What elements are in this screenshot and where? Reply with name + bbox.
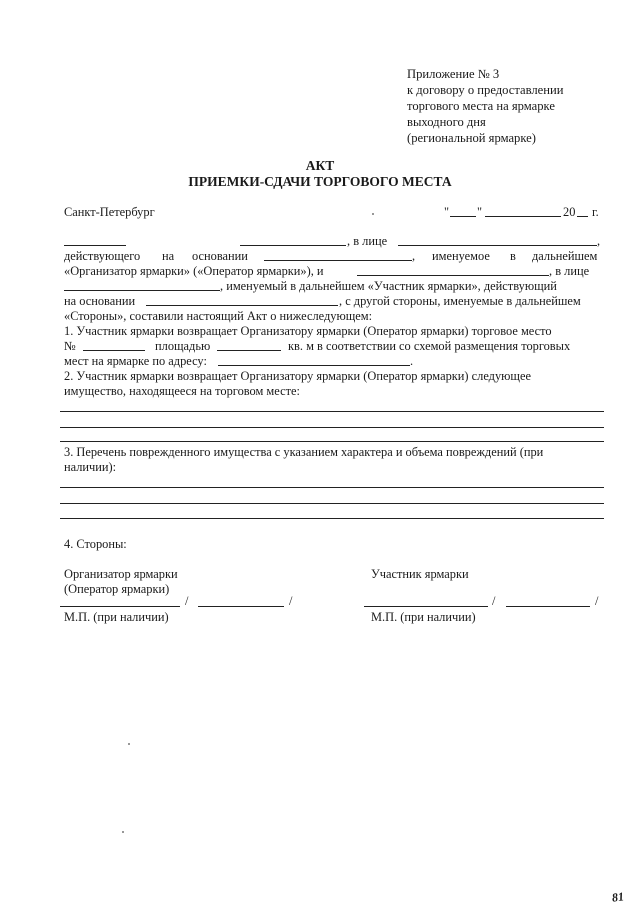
appendix-line-3: торгового места на ярмарке [407, 99, 555, 113]
text-further: дальнейшем [532, 249, 598, 263]
document-subtitle: ПРИЕМКИ-СДАЧИ ТОРГОВОГО МЕСТА [188, 174, 452, 189]
date-quote-open: " [444, 205, 450, 219]
property-line-1 [60, 411, 604, 412]
date-year-blank [577, 216, 588, 217]
item1-rest: кв. м в соответствии со схемой размещения торговых [288, 339, 571, 353]
text-acting: действующего [64, 249, 141, 263]
appendix-header [407, 66, 564, 146]
property-line-3 [60, 441, 604, 442]
date-year-suffix: г. [592, 205, 599, 219]
address-blank [218, 365, 410, 366]
text-comma-2: , [412, 249, 416, 263]
organizer-signature-subtitle: (Оператор ярмарки) [64, 582, 170, 596]
item1-area-label: площадью [155, 339, 211, 353]
item3-line1: 3. Перечень поврежденного имущества с указанием характера и объема повреждений (при [64, 445, 544, 459]
place-number-blank [83, 350, 145, 351]
participant-name-blank [506, 606, 590, 607]
item1-no: № [64, 339, 76, 353]
date-quote-close: " [477, 205, 483, 219]
scan-speck [128, 743, 130, 745]
other-side-text: , с другой стороны, именуемые в дальнейшем [339, 294, 581, 308]
date-month-blank [485, 216, 561, 217]
text-on: на [162, 249, 175, 263]
text-in: в [510, 249, 516, 263]
item1-period: . [410, 354, 414, 368]
participant-slash-2: / [595, 594, 599, 608]
participant-slash-1: / [492, 594, 496, 608]
scan-speck [122, 831, 124, 833]
participant-named-text: , именуемый в дальнейшем «Участник ярмарки», действующий [220, 279, 557, 293]
in-face-text-2: , в лице [549, 264, 590, 278]
participant-basis-blank [146, 305, 338, 306]
item1-line1: 1. Участник ярмарки возвращает Организатору ярмарки (Оператор ярмарки) торговое место [64, 324, 552, 338]
item1-line3: мест на ярмарке по адресу: [64, 354, 207, 368]
comma: , [597, 234, 601, 248]
org-name-blank [64, 245, 126, 246]
organizer-stamp: М.П. (при наличии) [64, 610, 169, 624]
text-named: именуемое [432, 249, 490, 263]
item4-parties: 4. Стороны: [64, 537, 127, 551]
appendix-line-2: к договору о предоставлении [407, 83, 564, 97]
in-face-text: , в лице [347, 234, 388, 248]
city: Санкт-Петербург [64, 205, 155, 219]
item2-line2: имущество, находящееся на торговом месте: [64, 384, 300, 398]
participant-signature-title: Участник ярмарки [371, 567, 469, 581]
item2-line1: 2. Участник ярмарки возвращает Организатору ярмарки (Оператор ярмарки) следующее [64, 369, 531, 383]
participant-stamp: М.П. (при наличии) [371, 610, 476, 624]
text-basis: основании [192, 249, 248, 263]
property-line-2 [60, 427, 604, 428]
basis-blank [264, 260, 412, 261]
appendix-line-5: (региональной ярмарке) [407, 131, 536, 145]
area-blank [217, 350, 281, 351]
damage-line-3 [60, 518, 604, 519]
document-title: АКТ [305, 158, 335, 173]
participant-signature-blank [364, 606, 488, 607]
item3-line2: наличии): [64, 460, 117, 474]
page-number: 81 [611, 889, 625, 905]
on-basis-text: на основании [64, 294, 136, 308]
organizer-slash-1: / [185, 594, 189, 608]
date-year-prefix: 20 [563, 205, 576, 219]
organizer-text: «Организатор ярмарки» («Оператор ярмарки»), и [64, 264, 324, 278]
parties-text: «Стороны», составили настоящий Акт о нижеследующем: [64, 309, 373, 323]
appendix-line-4: выходного дня [407, 115, 486, 129]
organizer-slash-2: / [289, 594, 293, 608]
date-day-blank [450, 216, 476, 217]
organizer-name-blank [198, 606, 284, 607]
org-name-blank-2 [240, 245, 346, 246]
participant-name-blank [357, 275, 549, 276]
appendix-line-1: Приложение № 3 [407, 67, 500, 81]
organizer-signature-title: Организатор ярмарки [64, 567, 178, 581]
damage-line-2 [60, 503, 604, 504]
damage-line-1 [60, 487, 604, 488]
organizer-signature-blank [60, 606, 180, 607]
representative-blank [398, 245, 597, 246]
scan-speck [372, 213, 374, 215]
participant-rep-blank [64, 290, 220, 291]
